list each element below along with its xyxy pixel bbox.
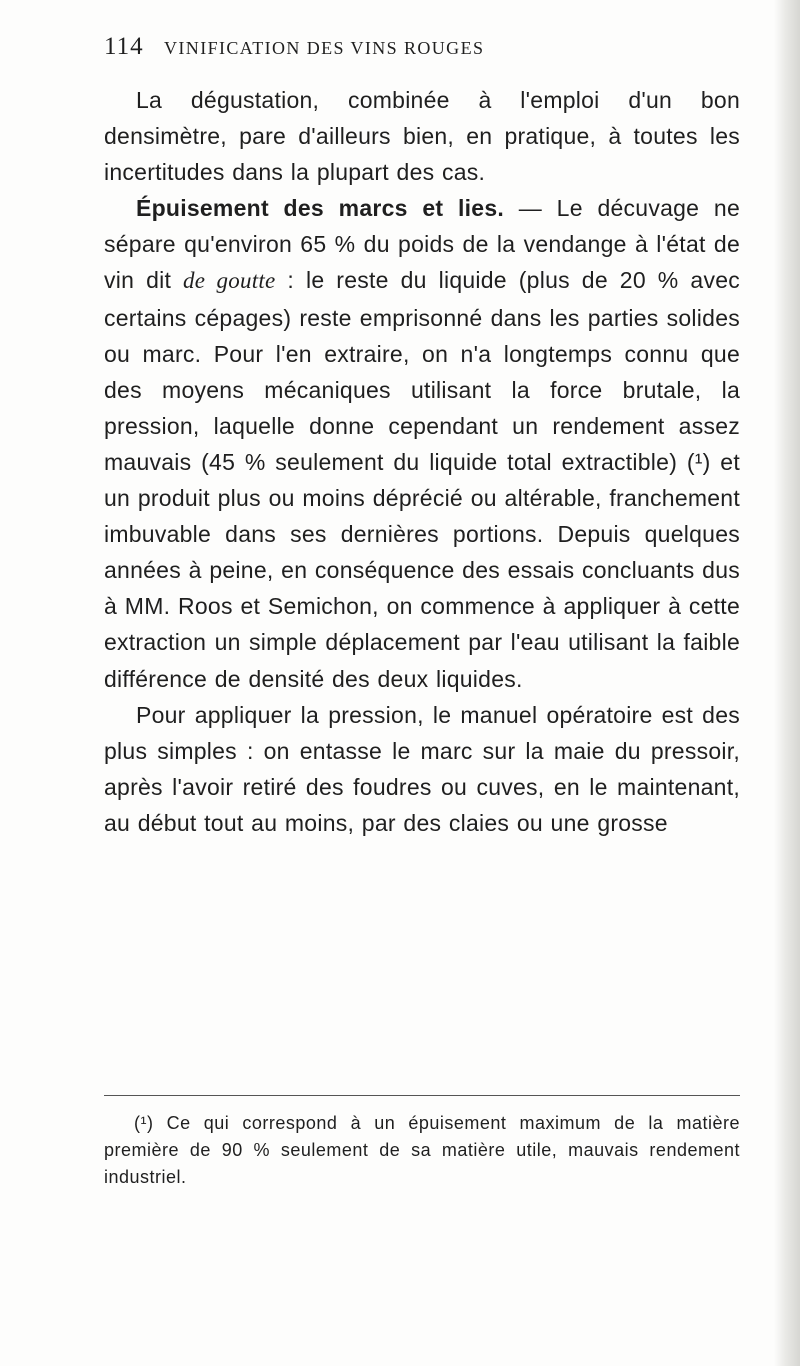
paragraph-2	[104, 190, 740, 696]
body-text	[104, 82, 740, 841]
running-title: VINIFICATION DES VINS ROUGES	[164, 38, 485, 58]
footnote-rule	[104, 1095, 740, 1096]
page-header	[104, 30, 744, 64]
paragraph-2-text-b: : le reste du liquide (plus de 20 % avec certains cépages) reste emprisonné dans les parties solides ou marc. Pour l'en extraire, on n'a longtemps connu que des moyens mécaniques utilisant la force brutale, la pression, laquelle donne cependant un rendement assez mauvais (45 % seulement du liquide total extractible) (¹) et un produit plus ou moins déprécié ou altérable, franchement imbuvable dans ses dernières portions. Depuis quelques années à peine, en conséquence des essais concluants dus à MM. Roos et Semichon, on commence à appliquer à cette extraction un simple déplacement par l'eau utilisant la faible différence de densité des deux liquides.	[104, 267, 740, 692]
section-heading: Épuisement des marcs et lies.	[136, 195, 505, 222]
page-number: 114	[104, 33, 144, 60]
paragraph-1: La dégustation, combinée à l'emploi d'un bon densimètre, pare d'ailleurs bien, en pratique, à toutes les incertitudes dans la plupart des cas.	[104, 87, 740, 186]
paragraph-2-italic: de goutte	[183, 268, 276, 294]
page-edge-shadow	[774, 0, 800, 1366]
footnote: (¹) Ce qui correspond à un épuisement maximum de la matière première de 90 % seulement de sa matière utile, mauvais rendement industriel.	[104, 1113, 740, 1187]
paragraph-3: Pour appliquer la pression, le manuel opératoire est des plus simples : on entasse le marc sur la maie du pressoir, après l'avoir retiré des foudres ou cuves, en le maintenant, au début tout au moins, par des claies ou une grosse	[104, 701, 740, 836]
paragraph-2-text-a: — Le décuvage ne sépare qu'environ 65 % du poids de la vendange à l'état de vin dit	[104, 195, 740, 294]
